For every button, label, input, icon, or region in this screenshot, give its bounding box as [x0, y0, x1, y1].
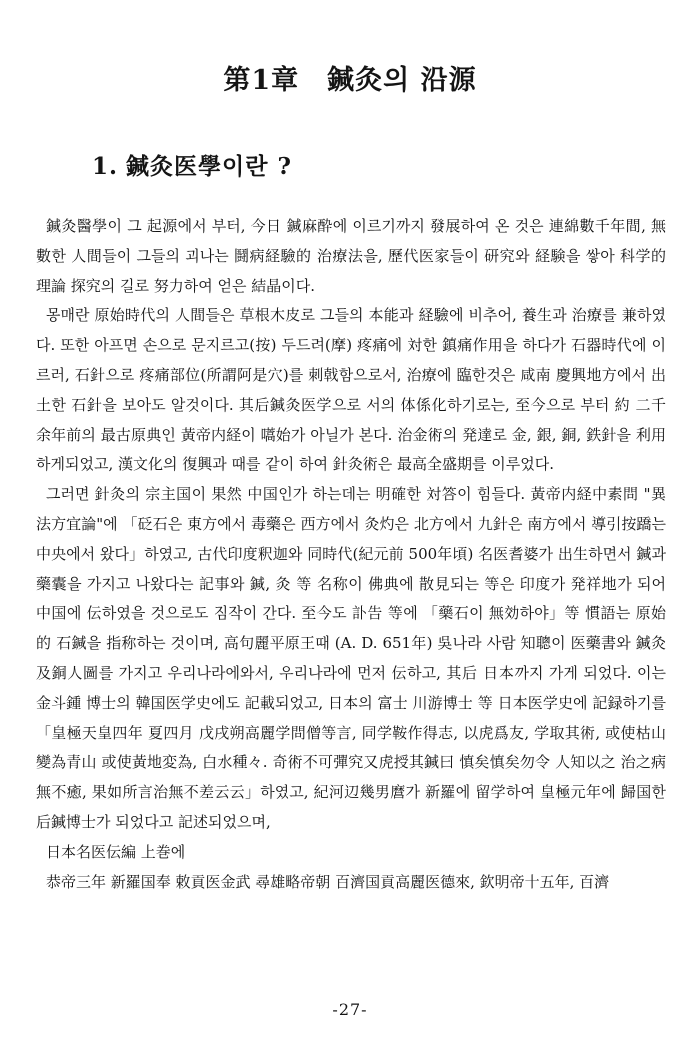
paragraph: 몽매란 原始時代의 人間들은 草根木皮로 그들의 本能과 経驗에 비추어, 養生과 治療를 兼하였다. 또한 아프면 손으로 문지르고(按) 두드려(摩) 疼痛에 対한 鎮痛作用을 하다가 石器時代에 이르러, 石針으로 疼痛部位(所謂阿是穴)를 刺戟함으로서, 治療에 臨한것은 咸南 慶興地方에서 出土한 石針을 보아도 알것이다. 其后鍼灸医学으로 서의 体係化하기로는, 至今으로 부터 約 二千余年前의 最古原典인 黃帝内経이 嚆始가 아닐가 본다. 治金術의 発達로 金, 銀, 銅, 鉄針을 利用하게되었고, 漢文化의 復興과 때를 같이 하여 針灸術은 最高全盛期를 이루었다. [36, 306, 666, 474]
paragraph: 日本名医伝編 上巻에 [46, 842, 186, 861]
section-heading [92, 148, 292, 181]
paragraph: 恭帝三年 新羅国奉 敕貢医金武 尋雄略帝朝 百濟国貢高麗医德來, 欽明帝十五年, 百濟 [46, 872, 610, 891]
page-number: -27- [332, 1000, 368, 1019]
section-number: 1. [92, 153, 119, 180]
section-title-text: 鍼灸医學이란 ? [126, 153, 292, 180]
chapter-heading [0, 58, 700, 97]
chapter-title-text: 鍼灸의 沿源 [327, 65, 477, 96]
paragraph: 그러면 針灸의 宗主国이 果然 中国인가 하는데는 明確한 対答이 힘들다. 黃帝内経中素問 "異法方宜論"에 「砭石은 東方에서 毒藥은 西方에서 灸灼은 北方에서 九針은 南方에서 導引按蹻는 中央에서 왔다」하였고, 古代印度釈迦와 同時代(紀元前 500年頃) 名医耆婆가 出生하면서 鍼과 藥囊을 가지고 나왔다는 記事와 鍼, 灸 等 名称이 佛典에 散見되는 等은 印度가 発祥地가 되어 中国에 伝하였을 것으로도 짐작이 간다. 至今도 訃告 等에 「藥石이 無効하야」等 慣語는 原始的 石鍼을 指称하는 것이며, 高句麗平原王때 (A. D. 651年) 吳나라 사람 知聰이 医藥書와 鍼灸及銅人圖를 가지고 우리나라에와서, 우리나라에 먼저 伝하고, 其后 日本까지 가게 되었다. 이는 金斗鍾 博士의 韓国医学史에도 記載되었고, 日本의 富士 川游博士 等 日本医学史에 記録하기를「皇極天皇四年 夏四月 戊戌朔高麗学問僧等言, 同学鞍作得志, 以虎爲友, 学取其術, 或使枯山變為青山 或使黃地変為, 白水種々. 奇術不可彈究又虎授其鍼曰 慎矣慎矣勿令 人知以之 治之病無不癒, 果如所言治無不差云云」하였고, 紀河辺幾男麿가 新羅에 留学하여 皇極元年에 歸国한 后鍼博士가 되었다고 記述되었으며, [36, 485, 666, 831]
paragraph: 鍼灸醫學이 그 起源에서 부터, 今日 鍼麻酔에 이르기까지 發展하여 온 것은 連綿數千年間, 無數한 人間들이 그들의 괴나는 鬪病経驗的 治療法을, 歷代医家들이 研究와 経験을 쌓아 科学的 理論 探究의 길로 努力하여 얻은 結晶이다. [36, 217, 666, 295]
body-text [36, 212, 666, 897]
chapter-number: 第1章 [223, 65, 300, 96]
